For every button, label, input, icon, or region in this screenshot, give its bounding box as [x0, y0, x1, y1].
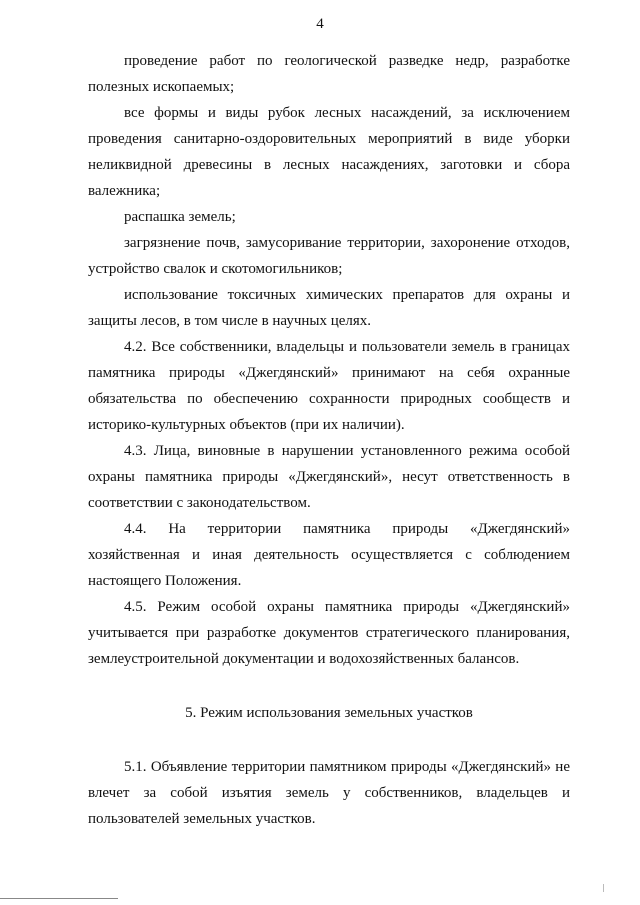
paragraph-chemicals: использование токсичных химических препаратов для охраны и защиты лесов, в том числе в научных целях.: [88, 287, 570, 329]
scan-artifact-dot: [603, 884, 604, 892]
paragraph-4-4: 4.4. На территории памятника природы «Джегдянский» хозяйственная и иная деятельность осуществляется с соблюдением настоящего Положения.: [88, 521, 570, 589]
paragraph-4-3: 4.3. Лица, виновные в нарушении установленного режима особой охраны памятника природы «Джегдянский», несут ответственность в соответствии с законодательством.: [88, 443, 570, 511]
scan-artifact-line: [0, 898, 118, 899]
paragraph-plowing: распашка земель;: [124, 209, 236, 225]
paragraph-logging: все формы и виды рубок лесных насаждений, за исключением проведения санитарно-оздоровительных мероприятий в виде уборки неликвидной древесины в лесных насаждениях, заготовки и сбора валежника;: [88, 105, 570, 199]
paragraph-4-2: 4.2. Все собственники, владельцы и пользователи земель в границах памятника природы «Джегдянский» принимают на себя охранные обязательства по обеспечению сохранности природных сообществ и историко-культурных объектов (при их наличии).: [88, 339, 570, 433]
paragraph-pollution: загрязнение почв, замусоривание территории, захоронение отходов, устройство свалок и скотомогильников;: [88, 235, 570, 277]
document-body: [88, 48, 570, 832]
section-heading: 5. Режим использования земельных участков: [185, 705, 473, 721]
paragraph-4-5: 4.5. Режим особой охраны памятника природы «Джегдянский» учитывается при разработке документов стратегического планирования, землеустроительной документации и водохозяйственных балансов.: [88, 599, 570, 667]
paragraph-geological: проведение работ по геологической разведке недр, разработке полезных ископаемых;: [88, 53, 570, 95]
paragraph-5-1: 5.1. Объявление территории памятником природы «Джегдянский» не влечет за собой изъятия земель у собственников, владельцев и пользователей земельных участков.: [88, 759, 570, 827]
page-number: 4: [316, 16, 324, 32]
